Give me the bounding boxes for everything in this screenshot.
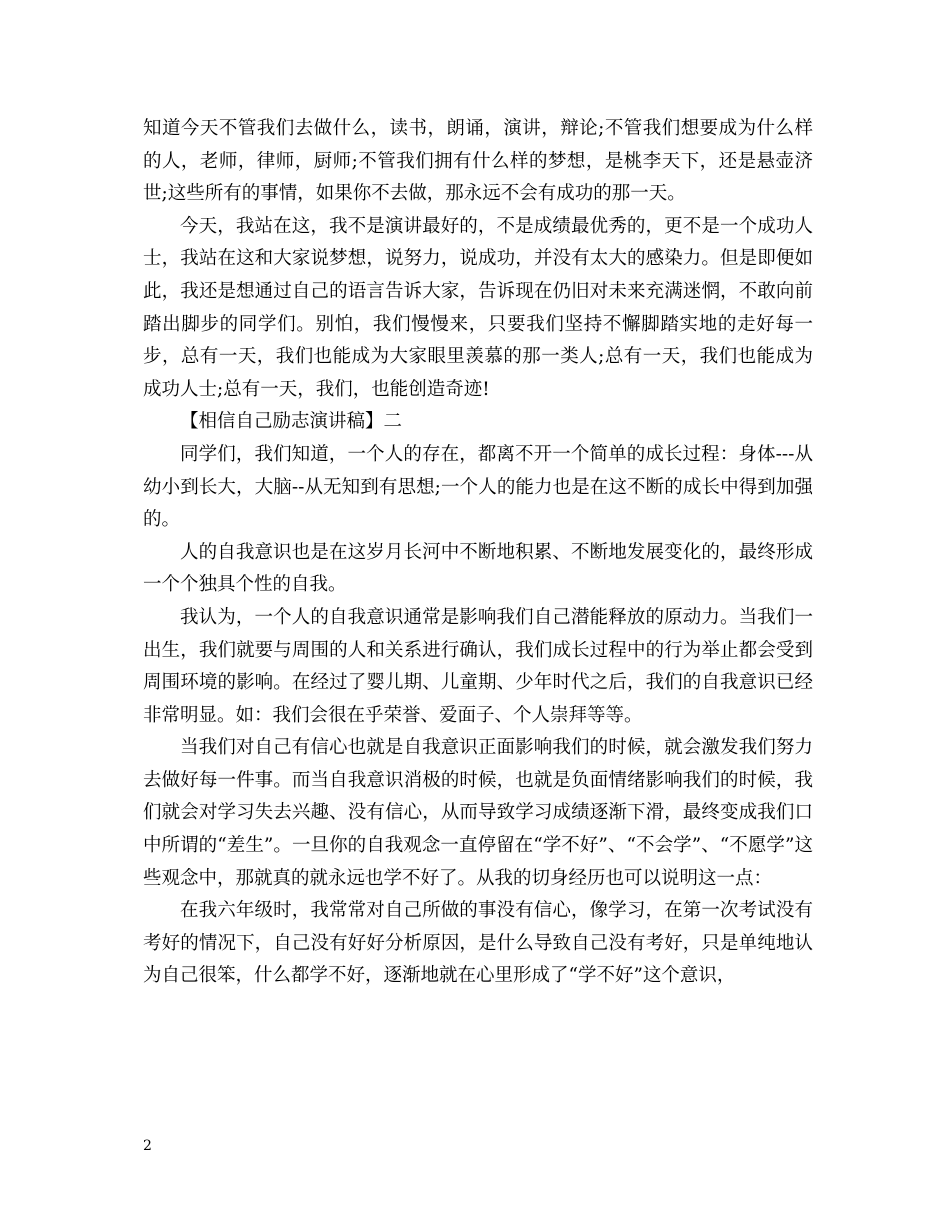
page-number: 2: [143, 1138, 152, 1154]
document-body: [143, 113, 813, 993]
paragraph-1: 知道今天不管我们去做什么，读书，朗诵，演讲，辩论;不管我们想要成为什么样的人，老师，律师，厨师;不管我们拥有什么样的梦想，是桃李天下，还是悬壶济世;这些所有的事情，如果你不去做，那永远不会有成功的那一天。: [143, 118, 813, 205]
section-heading: 【相信自己励志演讲稿】二: [180, 411, 403, 433]
paragraph-5: 我认为，一个人的自我意识通常是影响我们自己潜能释放的原动力。当我们一出生，我们就要与周围的人和关系进行确认，我们成长过程中的行为举止都会受到周围环境的影响。在经过了婴儿期、儿童期、少年时代之后，我们的自我意识已经非常明显。如：我们会很在乎荣誉、爱面子、个人崇拜等等。: [143, 606, 813, 726]
paragraph-4: 人的自我意识也是在这岁月长河中不断地积累、不断地发展变化的，最终形成一个个独具个性的自我。: [143, 541, 813, 596]
paragraph-7: 在我六年级时，我常常对自己所做的事没有信心，像学习，在第一次考试没有考好的情况下，自己没有好好分析原因，是什么导致自己没有考好，只是单纯地认为自己很笨，什么都学不好，逐渐地就在心里形成了“学不好”这个意识，: [143, 900, 813, 987]
paragraph-6: 当我们对自己有信心也就是自我意识正面影响我们的时候，就会激发我们努力去做好每一件事。而当自我意识消极的时候，也就是负面情绪影响我们的时候，我们就会对学习失去兴趣、没有信心，从而导致学习成绩逐渐下滑，最终变成我们口中所谓的“差生”。一旦你的自我观念一直停留在“学不好”、“不会学”、“不愿学”这些观念中，那就真的就永远也学不好了。从我的切身经历也可以说明这一点：: [143, 737, 813, 889]
paragraph-2: 今天，我站在这，我不是演讲最好的，不是成绩最优秀的，更不是一个成功人士，我站在这和大家说梦想，说努力，说成功，并没有太大的感染力。但是即便如此，我还是想通过自己的语言告诉大家，告诉现在仍旧对未来充满迷惘，不敢向前踏出脚步的同学们。别怕，我们慢慢来，只要我们坚持不懈脚踏实地的走好每一步，总有一天，我们也能成为大家眼里羡慕的那一类人;总有一天，我们也能成为成功人士;总有一天，我们，也能创造奇迹!: [143, 215, 813, 400]
paragraph-3: 同学们，我们知道，一个人的存在，都离不开一个简单的成长过程：身体---从幼小到长大，大脑--从无知到有思想;一个人的能力也是在这不断的成长中得到加强的。: [143, 443, 813, 531]
